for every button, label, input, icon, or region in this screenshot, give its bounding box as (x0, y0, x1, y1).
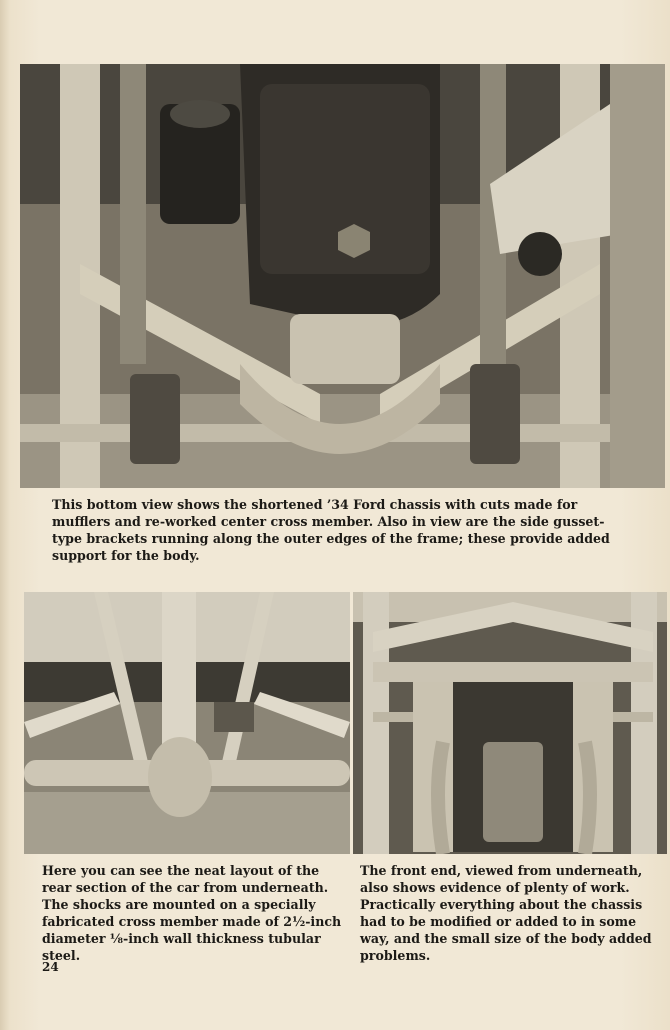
rear-section-illustration (24, 592, 350, 854)
top-photo-caption: This bottom view shows the shortened ’34 Ford chassis with cuts made for mufflers and re-worked center cross member. Also in view are the side gusset-type brackets running along the outer edges of the frame; these provide added support for the body. (52, 497, 610, 563)
chassis-bottom-view-illustration (20, 64, 665, 488)
front-end-illustration (353, 592, 667, 854)
chassis-bottom-view-photo (20, 64, 665, 488)
front-end-caption: The front end, viewed from underneath, also shows evidence of plenty of work. Practically everything about the chassis had to be modified or added to in some way, and the small size of the body added problems. (360, 863, 652, 963)
rear-section-photo (24, 592, 350, 854)
front-end-photo (353, 592, 667, 854)
rear-section-caption: Here you can see the neat layout of the rear section of the car from underneath. The shocks are mounted on a specially fabricated cross member made of 2½-inch diameter ⅛-inch wall thickness tubular steel. (42, 863, 342, 963)
page-number: 24 (42, 960, 59, 974)
